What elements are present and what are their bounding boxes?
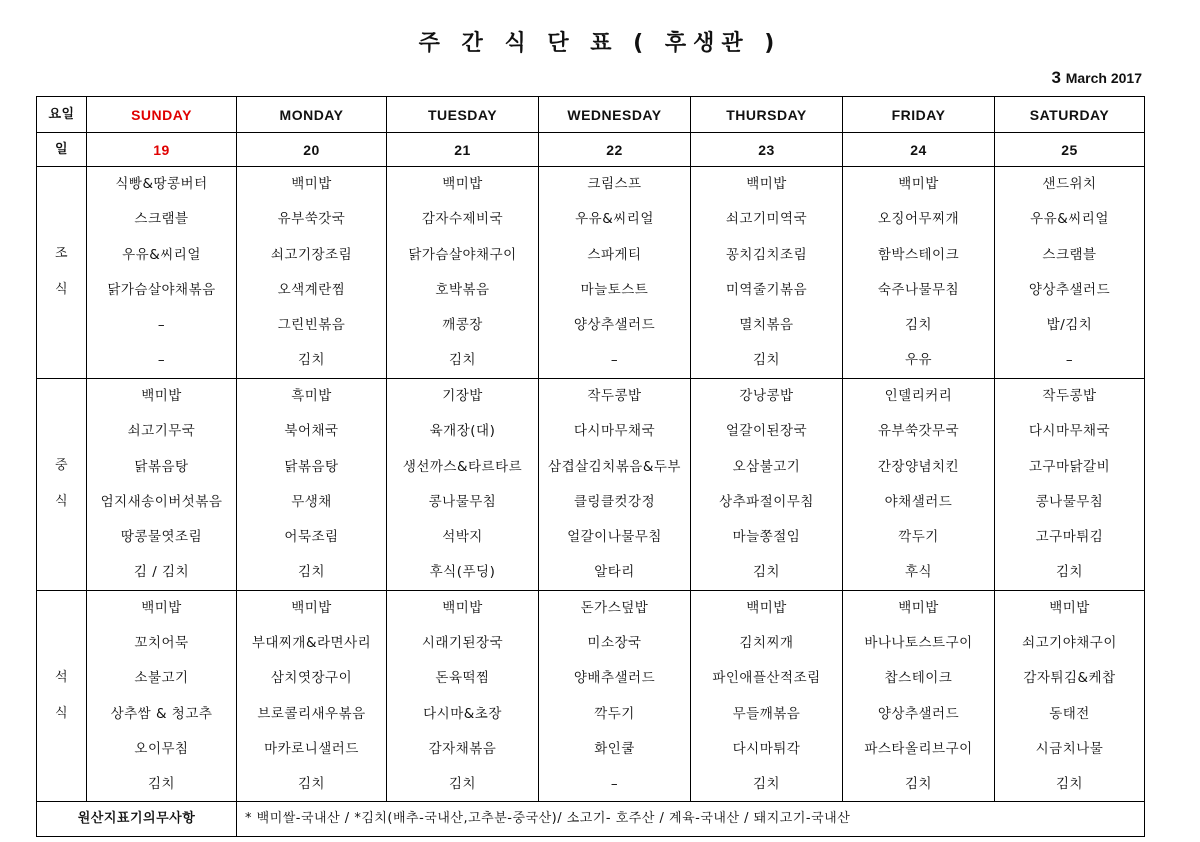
menu-item: 오징어무찌개 [843, 202, 995, 237]
menu-item: – [539, 767, 691, 802]
menu-item: 김치찌개 [691, 625, 843, 660]
meal-label-char: 석 [54, 669, 69, 685]
breakfast-label [37, 167, 87, 379]
menu-item: 돈가스덮밥 [539, 590, 691, 625]
menu-item: 후식(푸딩) [387, 555, 539, 590]
menu-item: 엄지새송이버섯볶음 [87, 484, 237, 519]
menu-item: 파인애플산적조림 [691, 661, 843, 696]
menu-item: 스크램블 [995, 237, 1145, 272]
menu-item: 다시마무채국 [539, 414, 691, 449]
menu-item: 김치 [691, 343, 843, 378]
menu-item: 김치 [995, 767, 1145, 802]
menu-item: 김치 [843, 308, 995, 343]
date-cell: 25 [995, 133, 1145, 167]
breakfast-row [37, 237, 1145, 272]
weekday-row [37, 97, 1145, 133]
menu-item: 다시마튀각 [691, 731, 843, 766]
menu-item: 다시마&초장 [387, 696, 539, 731]
menu-item: 크림스프 [539, 167, 691, 202]
menu-item: 시금치나물 [995, 731, 1145, 766]
date-day: 3 [1051, 68, 1061, 87]
menu-item: 김치 [237, 343, 387, 378]
menu-item: 강낭콩밥 [691, 378, 843, 413]
menu-item: 무생채 [237, 484, 387, 519]
meal-label-char: 중 [54, 458, 69, 474]
date-label [1052, 68, 1142, 88]
menu-item: 상추쌈 & 청고추 [87, 696, 237, 731]
menu-item: – [995, 343, 1145, 378]
date-row-label: 일 [37, 133, 87, 167]
menu-item: 우유&씨리얼 [87, 237, 237, 272]
lunch-row [37, 484, 1145, 519]
notice-row [37, 802, 1145, 837]
menu-item: 김치 [387, 767, 539, 802]
menu-item: 식빵&땅콩버터 [87, 167, 237, 202]
date-month-year: March 2017 [1065, 70, 1142, 86]
menu-item: 백미밥 [87, 378, 237, 413]
menu-item: 스파게티 [539, 237, 691, 272]
menu-item: 김치 [237, 555, 387, 590]
menu-item: 쇠고기무국 [87, 414, 237, 449]
meal-label-char: 조 [54, 246, 69, 262]
menu-item: 얼갈이된장국 [691, 414, 843, 449]
menu-item: 상추파절이무침 [691, 484, 843, 519]
dinner-row [37, 625, 1145, 660]
menu-item: 백미밥 [237, 590, 387, 625]
dinner-row [37, 767, 1145, 802]
menu-item: 흑미밥 [237, 378, 387, 413]
menu-item: 백미밥 [843, 590, 995, 625]
menu-item: 쇠고기장조림 [237, 237, 387, 272]
menu-item: 김치 [691, 555, 843, 590]
menu-item: – [87, 308, 237, 343]
menu-item: 유부쑥갓국 [237, 202, 387, 237]
menu-item: 삼겹살김치볶음&두부 [539, 449, 691, 484]
lunch-row [37, 555, 1145, 590]
menu-table [36, 96, 1145, 837]
date-cell: 24 [843, 133, 995, 167]
meal-label-char: 식 [54, 282, 69, 298]
menu-item: 닭볶음탕 [87, 449, 237, 484]
menu-item: 얼갈이나물무침 [539, 519, 691, 554]
menu-item: 찹스테이크 [843, 661, 995, 696]
dinner-row [37, 696, 1145, 731]
menu-item: 유부쑥갓무국 [843, 414, 995, 449]
menu-item: 멸치볶음 [691, 308, 843, 343]
menu-item: 양배추샐러드 [539, 661, 691, 696]
menu-item: 후식 [843, 555, 995, 590]
weekday-label: 요일 [37, 97, 87, 133]
menu-item: 감자수제비국 [387, 202, 539, 237]
menu-item: 깍두기 [843, 519, 995, 554]
menu-item: 육개장(대) [387, 414, 539, 449]
weekday-thursday: THURSDAY [691, 97, 843, 133]
menu-item: 야채샐러드 [843, 484, 995, 519]
menu-item: 간장양념치킨 [843, 449, 995, 484]
weekday-saturday: SATURDAY [995, 97, 1145, 133]
weekday-wednesday: WEDNESDAY [539, 97, 691, 133]
breakfast-row [37, 167, 1145, 202]
menu-item: 브로콜리새우볶음 [237, 696, 387, 731]
menu-item: 삼치엿장구이 [237, 661, 387, 696]
menu-item: 닭가슴살야채구이 [387, 237, 539, 272]
menu-item: 시래기된장국 [387, 625, 539, 660]
dinner-row [37, 590, 1145, 625]
menu-item: 오색계란찜 [237, 272, 387, 307]
weekday-sunday: SUNDAY [87, 97, 237, 133]
menu-item: 꽁치김치조림 [691, 237, 843, 272]
menu-item: 인델리커리 [843, 378, 995, 413]
menu-item: 김치 [995, 555, 1145, 590]
menu-item: 마늘쫑절임 [691, 519, 843, 554]
menu-item: – [539, 343, 691, 378]
menu-item: 깨콩장 [387, 308, 539, 343]
menu-item: 백미밥 [691, 590, 843, 625]
menu-item: 미소장국 [539, 625, 691, 660]
menu-item: 백미밥 [387, 167, 539, 202]
date-row [37, 133, 1145, 167]
menu-item: 동태전 [995, 696, 1145, 731]
menu-item: 작두콩밥 [539, 378, 691, 413]
meal-label-char: 식 [54, 705, 69, 721]
menu-item: 김치 [387, 343, 539, 378]
date-cell: 21 [387, 133, 539, 167]
menu-item: 양상추샐러드 [995, 272, 1145, 307]
menu-item: 어묵조림 [237, 519, 387, 554]
lunch-row [37, 414, 1145, 449]
menu-item: 백미밥 [843, 167, 995, 202]
date-cell: 23 [691, 133, 843, 167]
menu-item: 함박스테이크 [843, 237, 995, 272]
breakfast-row [37, 308, 1145, 343]
menu-item: 기장밥 [387, 378, 539, 413]
menu-item: 작두콩밥 [995, 378, 1145, 413]
weekday-monday: MONDAY [237, 97, 387, 133]
meal-label-char: 식 [54, 494, 69, 510]
menu-item: 돈육떡찜 [387, 661, 539, 696]
menu-item: 콩나물무침 [995, 484, 1145, 519]
menu-item: 무들깨볶음 [691, 696, 843, 731]
menu-item: 마늘토스트 [539, 272, 691, 307]
dinner-row [37, 731, 1145, 766]
date-cell: 19 [87, 133, 237, 167]
menu-item: 김치 [691, 767, 843, 802]
menu-item: 닭볶음탕 [237, 449, 387, 484]
menu-item: 백미밥 [87, 590, 237, 625]
date-cell: 20 [237, 133, 387, 167]
menu-item: 깍두기 [539, 696, 691, 731]
menu-item: 꼬치어묵 [87, 625, 237, 660]
breakfast-row [37, 202, 1145, 237]
menu-item: 고구마닭갈비 [995, 449, 1145, 484]
menu-item: 소불고기 [87, 661, 237, 696]
menu-item: 백미밥 [387, 590, 539, 625]
breakfast-row [37, 272, 1145, 307]
menu-item: 그린빈볶음 [237, 308, 387, 343]
menu-item: 우유 [843, 343, 995, 378]
menu-item: 오이무침 [87, 731, 237, 766]
dinner-row [37, 661, 1145, 696]
dinner-label [37, 590, 87, 802]
date-cell: 22 [539, 133, 691, 167]
menu-item: 김치 [87, 767, 237, 802]
menu-item: 우유&씨리얼 [995, 202, 1145, 237]
menu-item: 감자채볶음 [387, 731, 539, 766]
lunch-row [37, 449, 1145, 484]
lunch-label [37, 378, 87, 590]
menu-item: 샌드위치 [995, 167, 1145, 202]
menu-item: 스크램블 [87, 202, 237, 237]
menu-item: 다시마무채국 [995, 414, 1145, 449]
lunch-row [37, 519, 1145, 554]
weekday-tuesday: TUESDAY [387, 97, 539, 133]
menu-item: 고구마튀김 [995, 519, 1145, 554]
menu-item: 부대찌개&라면사리 [237, 625, 387, 660]
page-title: 주 간 식 단 표 ( 후생관 ) [418, 31, 782, 56]
lunch-row [37, 378, 1145, 413]
menu-item: 밥/김치 [995, 308, 1145, 343]
menu-item: 콩나물무침 [387, 484, 539, 519]
notice-label: 원산지표기의무사항 [37, 802, 237, 837]
weekday-friday: FRIDAY [843, 97, 995, 133]
menu-item: 바나나토스트구이 [843, 625, 995, 660]
menu-item: 알타리 [539, 555, 691, 590]
menu-item: 우유&씨리얼 [539, 202, 691, 237]
menu-item: – [87, 343, 237, 378]
menu-item: 쇠고기미역국 [691, 202, 843, 237]
menu-item: 클링클컷강정 [539, 484, 691, 519]
menu-item: 김 / 김치 [87, 555, 237, 590]
menu-item: 오삼불고기 [691, 449, 843, 484]
notice-text: * 백미쌀-국내산 / *김치(배추-국내산,고추분-중국산)/ 소고기- 호주산 / 계육-국내산 / 돼지고기-국내산 [237, 802, 1145, 837]
menu-item: 석박지 [387, 519, 539, 554]
menu-item: 마카로니샐러드 [237, 731, 387, 766]
menu-item: 미역줄기볶음 [691, 272, 843, 307]
breakfast-row [37, 343, 1145, 378]
menu-item: 호박볶음 [387, 272, 539, 307]
menu-item: 백미밥 [237, 167, 387, 202]
menu-item: 땅콩물엿조림 [87, 519, 237, 554]
menu-item: 파스타올리브구이 [843, 731, 995, 766]
menu-item: 김치 [237, 767, 387, 802]
menu-item: 생선까스&타르타르 [387, 449, 539, 484]
menu-item: 김치 [843, 767, 995, 802]
menu-item: 양상추샐러드 [539, 308, 691, 343]
menu-item: 백미밥 [691, 167, 843, 202]
menu-item: 화인쿨 [539, 731, 691, 766]
menu-item: 쇠고기야채구이 [995, 625, 1145, 660]
menu-item: 북어채국 [237, 414, 387, 449]
menu-item: 양상추샐러드 [843, 696, 995, 731]
menu-item: 닭가슴살야채볶음 [87, 272, 237, 307]
menu-item: 감자튀김&케찹 [995, 661, 1145, 696]
menu-item: 백미밥 [995, 590, 1145, 625]
menu-item: 숙주나물무침 [843, 272, 995, 307]
